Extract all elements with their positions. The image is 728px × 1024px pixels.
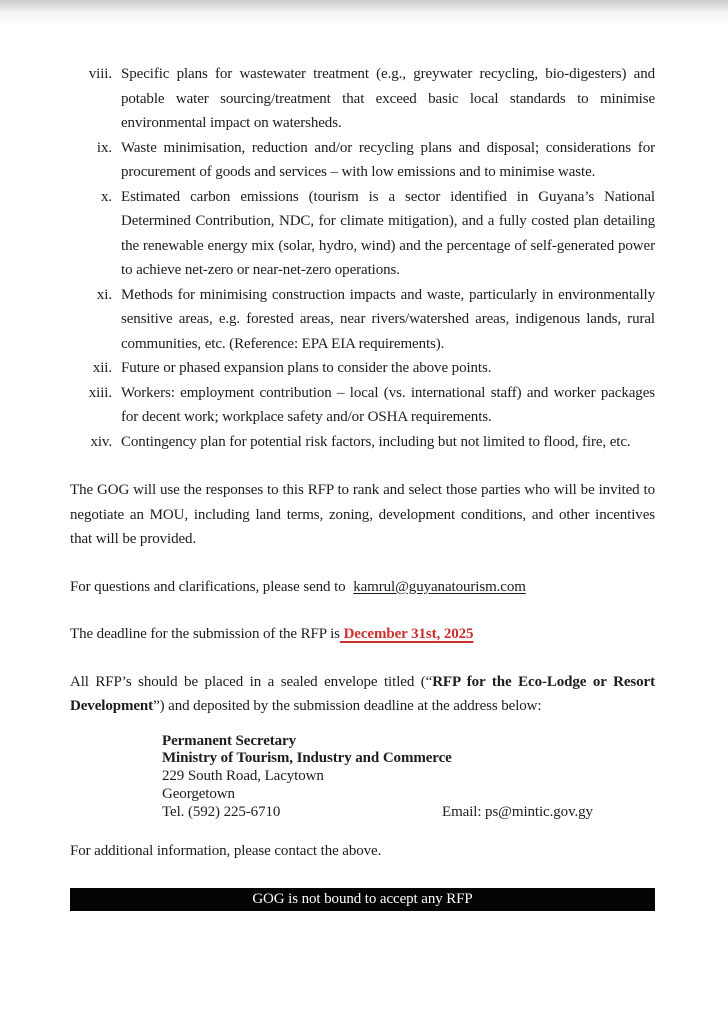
list-item [70, 430, 655, 455]
additional-info-paragraph: For additional information, please contact the above. [70, 843, 382, 860]
questions-text: For questions and clarifications, please send to [70, 578, 350, 595]
list-item [70, 283, 655, 357]
list-item-text: Contingency plan for potential risk factors, including but not limited to flood, fire, etc. [121, 433, 631, 450]
deadline-paragraph [70, 622, 655, 647]
list-item-text: Specific plans for wastewater treatment (e.g., greywater recycling, bio-digesters) and potable water sourcing/treatment that exceed basic local standards to minimise environmental impact on watersheds. [121, 66, 655, 131]
address-telephone: Tel. (592) 225-6710 [162, 803, 281, 820]
address-contact-row [162, 804, 655, 822]
questions-email-link[interactable]: kamrul@guyanatourism.com [353, 578, 526, 595]
list-number: xi. [96, 286, 112, 303]
list-number: xiii. [88, 384, 112, 401]
envelope-title-bold: RFP for the Eco-Lodge or Resort Development [70, 673, 655, 714]
envelope-text-pre: All RFP’s should be placed in a sealed envelope titled (“ [70, 673, 433, 690]
list-number: ix. [96, 139, 112, 156]
list-number: xiv. [90, 433, 112, 450]
list-item [70, 356, 655, 381]
list-item-text: Waste minimisation, reduction and/or recycling plans and disposal; considerations for procurement of goods and services – with low emissions and to minimise waste. [121, 139, 655, 180]
address-email: Email: ps@mintic.gov.gy [442, 803, 593, 820]
list-number: xii. [92, 360, 112, 376]
envelope-paragraph [70, 670, 655, 719]
list-item [70, 136, 655, 185]
address-city: Georgetown [162, 785, 235, 802]
address-recipient: Permanent Secretary [162, 732, 297, 749]
list-item [70, 381, 655, 430]
list-number: x. [100, 188, 112, 205]
address-street: 229 South Road, Lacytown [162, 768, 324, 785]
scan-top-shading [0, 0, 728, 24]
questions-paragraph [70, 575, 655, 600]
gog-disclaimer-banner: GOG is not bound to accept any RFP [70, 888, 655, 911]
envelope-text-post: ”) and deposited by the submission deadline at the address below: [153, 698, 542, 714]
list-item-text: Methods for minimising construction impacts and waste, particularly in environmentally sensitive areas, e.g. forested areas, near rivers/watershed areas, indigenous lands, rural communities, etc. (Reference: EPA EIA requirements). [121, 286, 655, 352]
list-item [70, 185, 655, 283]
list-item-text: Future or phased expansion plans to consider the above points. [121, 360, 492, 376]
list-number: viii. [88, 66, 112, 82]
list-item [70, 62, 655, 136]
list-item-text: Workers: employment contribution – local (vs. international staff) and worker packages for decent work; workplace safety and/or OSHA requirements. [121, 384, 655, 425]
gog-rank-paragraph: The GOG will use the responses to this RFP to rank and select those parties who will be invited to negotiate an MOU, including land terms, zoning, development conditions, and other incentives that will be provided. [70, 482, 655, 547]
rfp-requirements-list [70, 62, 655, 454]
deadline-date: December 31st, 2025 [339, 626, 474, 642]
address-ministry: Ministry of Tourism, Industry and Commerce [162, 750, 452, 767]
deadline-text: The deadline for the submission of the RFP is [70, 626, 340, 642]
submission-address-block [162, 733, 655, 822]
list-item-text: Estimated carbon emissions (tourism is a sector identified in Guyana’s National Determined Contribution, NDC, for climate mitigation), and a fully costed plan detailing the renewable energy mix (solar, hydro, wind) and the percentage of self-generated power to achieve net-zero or near-net-zero operations. [121, 188, 655, 278]
